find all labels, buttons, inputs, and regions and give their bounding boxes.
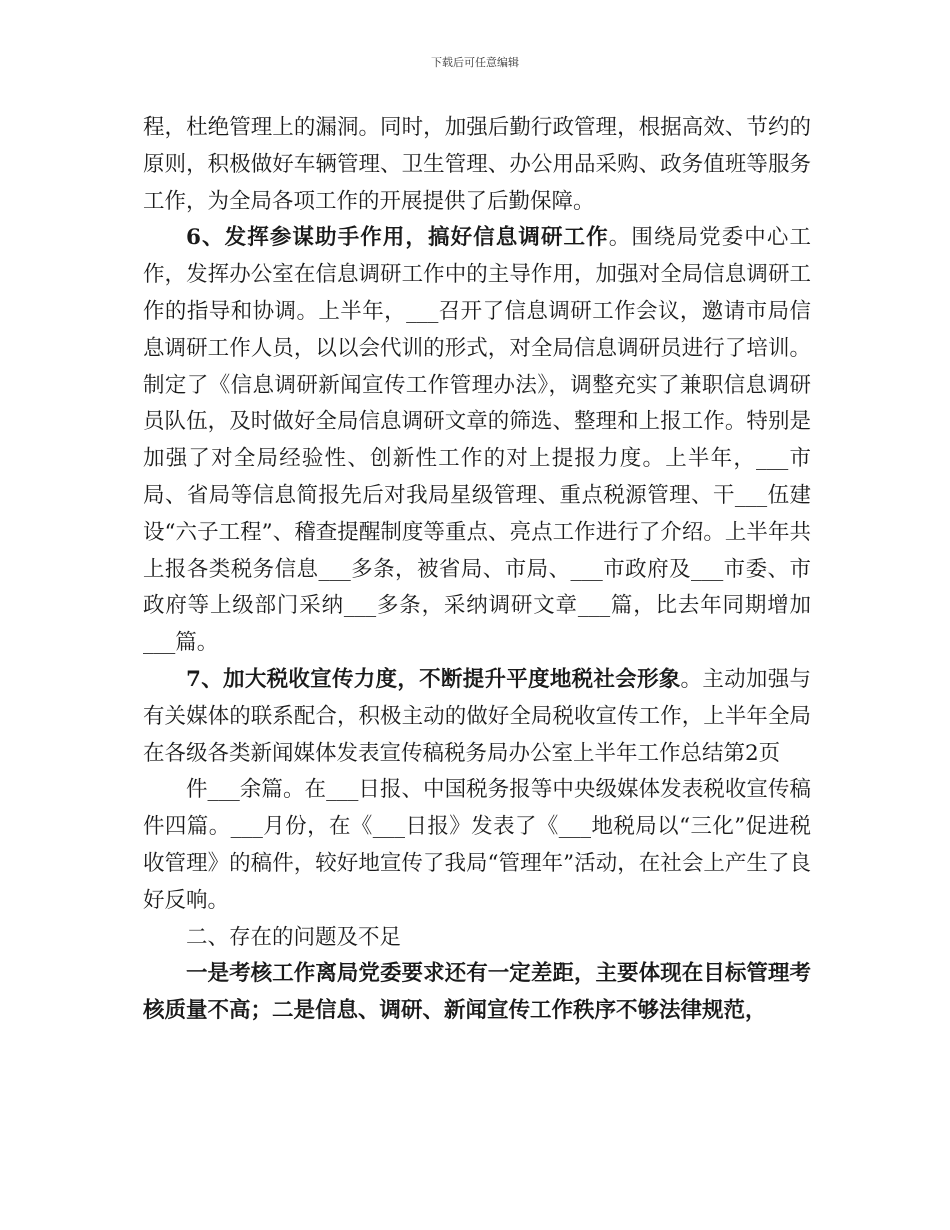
page-header: 下载后可任意编辑: [431, 56, 519, 69]
paragraph-item-7: [143, 662, 811, 772]
item-7-body: 。主动加强与有关媒体的联系配合，积极主动的做好全局税收宣传工作，上半年全局在各级各类新闻媒体发表宣传稿税务局办公室上半年工作总结第2页: [143, 666, 811, 766]
item-7-title: 7、加大税收宣传力度，不断提升平度地税社会形象: [186, 666, 681, 692]
item-6-title: 6、发挥参谋助手作用，搞好信息调研工作: [186, 225, 609, 251]
item-6-body: 。围绕局党委中心工作，发挥办公室在信息调研工作中的主导作用，加强对全局信息调研工作的指导和协调。上半年，___召开了信息调研工作会议，邀请市局信息调研工作人员，以以会代训的形式，对全局信息调研员进行了培训。制定了《信息调研新闻宣传工作管理办法》，调整充实了兼职信息调研员队伍，及时做好全局信息调研文章的筛选、整理和上报工作。特别是加强了对全局经验性、创新性工作的对上提报力度。上半年，___市局、省局等信息简报先后对我局星级管理、重点税源管理、干___伍建设“六子工程”、稽查提醒制度等重点、亮点工作进行了介绍。上半年共上报各类税务信息___多条，被省局、市局、___市政府及___市委、市政府等上级部门采纳___多条，采纳调研文章___篇，比去年同期增加___篇。: [143, 225, 811, 656]
section-heading-problems: 二、存在的问题及不足: [186, 924, 402, 950]
paragraph-continuation: 程，杜绝管理上的漏洞。同时，加强后勤行政管理，根据高效、节约的原则，积极做好车辆管理、卫生管理、办公用品采购、政务值班等服务工作，为全局各项工作的开展提供了后勤保障。: [143, 115, 811, 214]
paragraph-item-6: [143, 220, 811, 662]
document-body: [143, 110, 811, 1030]
paragraph-problems: 一是考核工作离局党委要求还有一定差距，主要体现在目标管理考核质量不高；二是信息、调研、新闻宣传工作秩序不够法律规范，: [143, 961, 811, 1024]
paragraph-continued-item-7: 件___余篇。在___日报、中国税务报等中央级媒体发表税收宣传稿件四篇。___月份，在《___日报》发表了《___地税局以“三化”促进税收管理》的稿件，较好地宣传了我局“管理年”活动，在社会上产生了良好反响。: [143, 777, 811, 913]
